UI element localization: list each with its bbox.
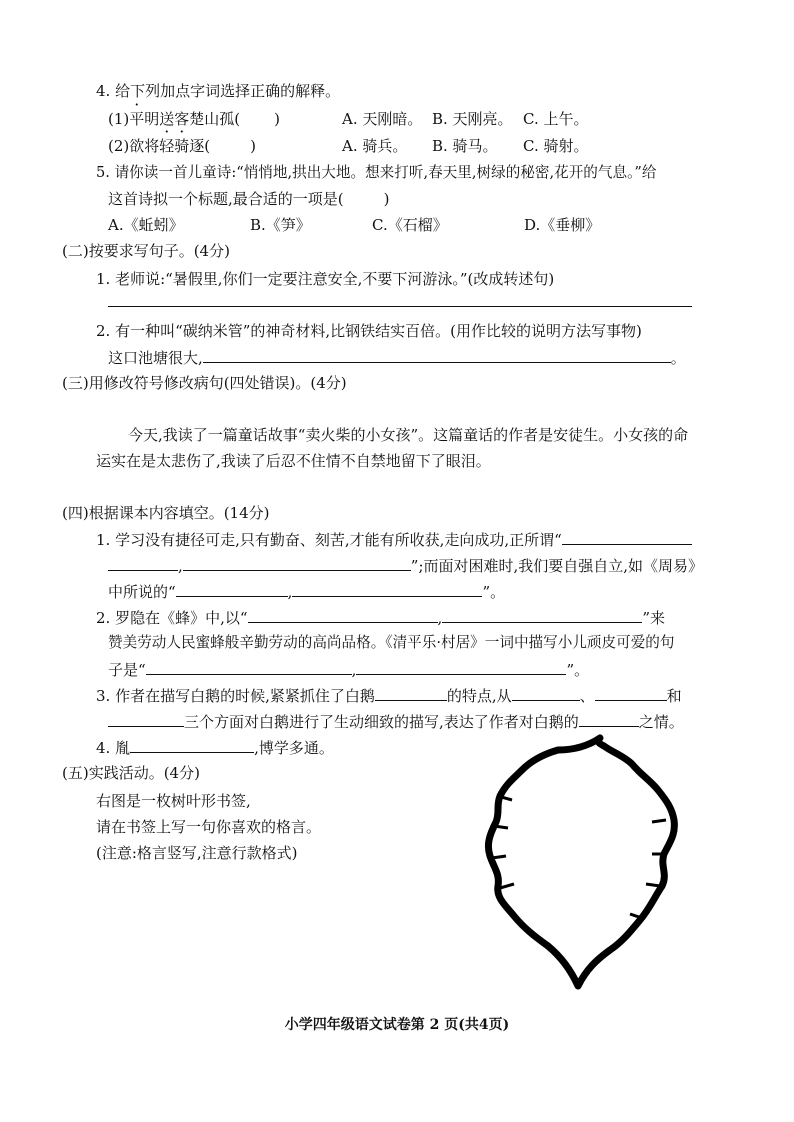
q4-item2-option-a: A. 骑兵。 — [342, 137, 408, 155]
q4-item1-option-c: C. 上午。 — [523, 110, 589, 128]
answer-blank[interactable] — [146, 658, 352, 675]
section5-title: (五)实践活动。(4分) — [62, 764, 200, 782]
s2-q2: 2. 有一种叫“碳纳米管”的神奇材料,比钢铁结实百倍。(用作比较的说明方法写事物) — [96, 322, 642, 340]
s4-q2-line1: 2. 罗隐在《蜂》中,以“ , ”来 — [96, 606, 665, 629]
answer-blank[interactable] — [108, 710, 184, 727]
answer-blank[interactable] — [203, 346, 671, 363]
s4-q3-line1: 3. 作者在描写白鹅的时候,紧紧抓住了白鹅 的特点,从 、 和 — [96, 684, 682, 707]
q4-item2-option-b: B. 骑马。 — [432, 137, 498, 155]
section3-title: (三)用修改符号修改病句(四处错误)。(4分) — [62, 374, 347, 392]
s3-sentence-line2: 运实在是太悲伤了,我读了后忍不住情不自禁地留下了眼泪。 — [96, 452, 491, 470]
q5-option-b: B.《笋》 — [250, 216, 311, 234]
dotted-char: 轻 — [159, 137, 175, 155]
s2-q2-answer: 这口池塘很大, 。 — [108, 346, 686, 369]
s5-line1: 右图是一枚树叶形书签, — [96, 792, 251, 810]
dotted-char: 骑 — [174, 137, 190, 155]
answer-blank[interactable] — [356, 658, 566, 675]
answer-blank[interactable] — [248, 606, 438, 623]
leaf-bookmark-icon[interactable] — [470, 734, 710, 994]
q5-option-d: D.《垂柳》 — [524, 216, 601, 234]
s4-q1-line2: , ”;而面对困难时,我们要自强自立,如《周易》 — [108, 554, 703, 577]
answer-blank[interactable] — [512, 684, 580, 701]
answer-blank[interactable] — [579, 710, 639, 727]
answer-blank[interactable] — [130, 736, 254, 753]
answer-line[interactable] — [108, 306, 692, 307]
section2-title: (二)按要求写句子。(4分) — [62, 242, 230, 260]
q5-option-c: C.《石榴》 — [372, 216, 448, 234]
s4-q3-line2: 三个方面对白鹅进行了生动细致的描写,表达了作者对白鹅的 之情。 — [108, 710, 684, 733]
s2-q1: 1. 老师说:“暑假里,你们一定要注意安全,不要下河游泳。”(改成转述句) — [96, 270, 555, 288]
q4-item1-option-b: B. 天刚亮。 — [432, 110, 513, 128]
q4-item2: (2)欲将轻骑逐( ) — [108, 137, 256, 155]
q4-item1: (1)平明送客楚山孤( ) — [108, 110, 280, 128]
s4-q2-line3: 子是“ , ”。 — [108, 658, 589, 681]
answer-blank[interactable] — [176, 580, 288, 597]
answer-blank[interactable] — [375, 684, 447, 701]
answer-blank[interactable] — [108, 554, 178, 571]
q5-option-a: A.《蚯蚓》 — [108, 216, 184, 234]
q5-line1: 5. 请你读一首儿童诗:“悄悄地,拱出大地。想来打听,春天里,树绿的秘密,花开的气息。”给 — [96, 164, 657, 181]
dotted-char: 平 — [129, 110, 145, 128]
s5-line2: 请在书签上写一句你喜欢的格言。 — [96, 818, 322, 836]
s5-line3: (注意:格言竖写,注意行款格式) — [96, 844, 298, 862]
q4-item1-option-a: A. 天刚暗。 — [342, 110, 423, 128]
s3-sentence-line1: 今天,我读了一篇童话故事“卖火柴的小女孩”。这篇童话的作者是安徒生。小女孩的命 — [128, 426, 689, 444]
answer-blank[interactable] — [442, 606, 642, 623]
s4-q1-line1: 1. 学习没有捷径可走,只有勤奋、刻苦,才能有所收获,走向成功,正所谓“ — [96, 528, 692, 551]
section4-title: (四)根据课本内容填空。(14分) — [62, 504, 270, 522]
page-footer: 小学四年级语文试卷第 2 页(共4页) — [284, 1017, 510, 1033]
s4-q2-line2: 赞美劳动人民蜜蜂般辛勤劳动的高尚品格。《清平乐·村居》一词中描写小儿顽皮可爱的句 — [108, 634, 675, 651]
answer-blank[interactable] — [595, 684, 667, 701]
s4-q4: 4. 胤 ,博学多通。 — [96, 736, 334, 759]
q5-line2: 这首诗拟一个标题,最合适的一项是( ) — [108, 190, 390, 208]
answer-blank[interactable] — [562, 528, 692, 545]
answer-blank[interactable] — [183, 554, 411, 571]
s4-q1-line3: 中所说的“ , ”。 — [108, 580, 505, 603]
answer-blank[interactable] — [292, 580, 482, 597]
q4-item2-option-c: C. 骑射。 — [523, 137, 589, 155]
q4-title: 4. 给下列加点字词选择正确的解释。 — [96, 82, 341, 100]
